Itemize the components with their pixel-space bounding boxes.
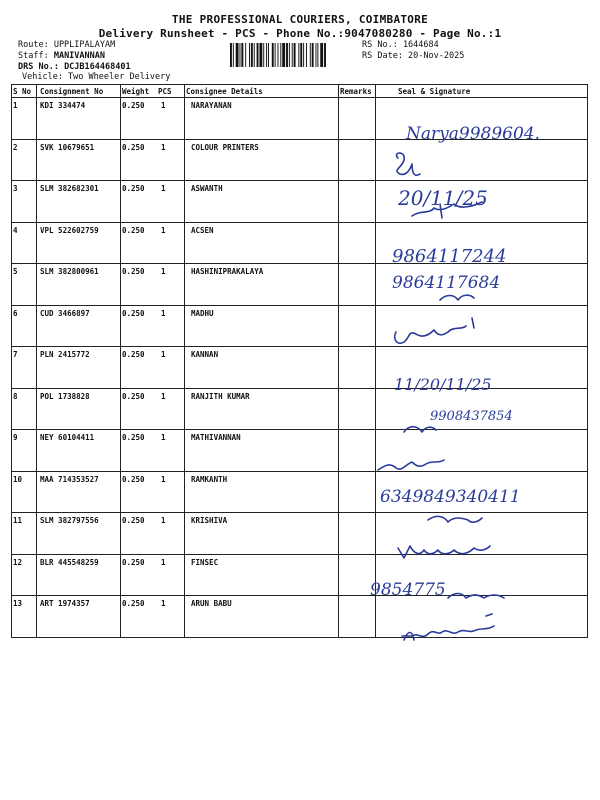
cell-weight: 0.250 xyxy=(122,516,145,525)
cell-pcs: 1 xyxy=(161,557,166,567)
cell-pcs: 1 xyxy=(161,225,166,235)
signature-text: 9864117684 xyxy=(392,273,501,293)
cell-weight: 0.250 xyxy=(122,225,145,235)
cell-sno: 12 xyxy=(13,557,23,567)
cell-consignee: HASHINIPRAKALAYA xyxy=(191,267,264,276)
cell-consignee: MADHU xyxy=(191,308,214,318)
signature-text: 9854775 xyxy=(370,580,446,600)
signature-text: 20/11/25 xyxy=(398,186,488,210)
cell-sno: 1 xyxy=(13,101,18,110)
cell-sno: 10 xyxy=(13,474,23,484)
cell-consignment: VPL 522602759 xyxy=(40,225,99,235)
company-title: THE PROFESSIONAL COURIERS, COIMBATORE xyxy=(171,13,429,26)
drs-label-text: DRS No.: xyxy=(18,62,65,72)
cell-pcs: 1 xyxy=(161,516,166,525)
cell-consignment: NEY 60104411 xyxy=(40,433,95,442)
rs-date: RS Date: 20-Nov-2025 xyxy=(362,51,465,61)
runsheet-subtitle: Delivery Runsheet - PCS - Phone No.:9047080280 - Page No.:1 xyxy=(98,27,502,40)
cell-sno: 7 xyxy=(13,350,18,359)
cell-consignee: MATHIVANNAN xyxy=(191,433,241,442)
cell-sno: 8 xyxy=(13,391,18,401)
signature-mark xyxy=(402,614,494,640)
signature-mark xyxy=(428,516,482,522)
col-header-weight: Weight xyxy=(122,87,150,96)
signature-mark xyxy=(440,295,474,300)
cell-sno: 3 xyxy=(13,184,18,193)
signature-mark xyxy=(378,460,444,470)
signature-text: 6349849340411 xyxy=(380,487,521,507)
signature-mark xyxy=(404,427,436,432)
cell-consignee: RANJITH KUMAR xyxy=(191,391,250,401)
cell-sno: 9 xyxy=(13,433,18,442)
cell-consignee: COLOUR PRINTERS xyxy=(191,142,259,152)
cell-pcs: 1 xyxy=(161,391,166,401)
cell-pcs: 1 xyxy=(161,308,166,318)
cell-weight: 0.250 xyxy=(122,391,145,401)
col-header-consignment: Consignment No xyxy=(40,87,104,96)
signature-mark xyxy=(448,594,504,599)
cell-consignment: SVK 10679651 xyxy=(40,142,95,152)
cell-consignee: ARUN BABU xyxy=(191,599,232,608)
col-header-sno: S No xyxy=(13,87,32,96)
cell-weight: 0.250 xyxy=(122,184,145,193)
cell-weight: 0.250 xyxy=(122,267,145,276)
signature-text: 11/20/11/25 xyxy=(394,375,492,394)
cell-weight: 0.250 xyxy=(122,599,145,608)
cell-weight: 0.250 xyxy=(122,350,145,359)
cell-consignment: SLM 382797556 xyxy=(40,516,99,525)
cell-pcs: 1 xyxy=(161,433,166,442)
cell-consignee: ASWANTH xyxy=(191,184,223,193)
cell-consignment: PLN 2415772 xyxy=(40,350,90,359)
signature-mark xyxy=(398,546,490,558)
cell-consignment: SLM 382682301 xyxy=(40,184,99,193)
signature-text: 9908437854 xyxy=(430,409,513,424)
cell-consignment: ART 1974357 xyxy=(40,599,90,608)
cell-weight: 0.250 xyxy=(122,474,145,484)
cell-consignment: SLM 382800961 xyxy=(40,267,99,276)
cell-sno: 13 xyxy=(13,599,23,608)
cell-consignment: BLR 445548259 xyxy=(40,557,99,567)
cell-sno: 4 xyxy=(13,225,18,235)
cell-sno: 11 xyxy=(13,516,23,525)
vehicle-label: Vehicle: Two Wheeler Delivery xyxy=(22,72,171,82)
cell-pcs: 1 xyxy=(161,101,166,110)
col-header-seal: Seal & Signature xyxy=(398,87,471,96)
cell-sno: 6 xyxy=(13,308,18,318)
staff-label-text: Staff: xyxy=(18,51,54,61)
drs-number: DCJB164468401 xyxy=(64,62,131,72)
staff-name: MANIVANNAN xyxy=(53,51,106,61)
col-header-consignee: Consignee Details xyxy=(186,87,263,96)
cell-consignment: CUD 3466897 xyxy=(40,308,90,318)
signature-text: Narya9989604. xyxy=(406,124,540,144)
cell-sno: 5 xyxy=(13,267,18,276)
cell-pcs: 1 xyxy=(161,267,166,276)
cell-consignment: KDI 334474 xyxy=(40,101,86,110)
cell-consignee: KANNAN xyxy=(191,350,219,359)
route-label: Route: UPPLIPALAYAM xyxy=(18,40,116,50)
signature-text: 9864117244 xyxy=(392,246,507,267)
cell-pcs: 1 xyxy=(161,350,166,359)
cell-consignee: RAMKANTH xyxy=(191,474,228,484)
cell-weight: 0.250 xyxy=(122,308,145,318)
cell-weight: 0.250 xyxy=(122,142,145,152)
cell-pcs: 1 xyxy=(161,184,166,193)
cell-consignment: POL 1738828 xyxy=(40,391,90,401)
cell-consignee: ACSEN xyxy=(191,225,214,235)
cell-weight: 0.250 xyxy=(122,557,145,567)
cell-pcs: 1 xyxy=(161,599,166,608)
cell-weight: 0.250 xyxy=(122,433,145,442)
col-header-pcs: PCS xyxy=(158,87,172,96)
cell-consignment: MAA 714353527 xyxy=(40,474,99,484)
signature-mark xyxy=(396,153,420,175)
col-header-remarks: Remarks xyxy=(340,87,372,96)
cell-sno: 2 xyxy=(13,142,18,152)
cell-consignee: KRISHIVA xyxy=(191,516,228,525)
cell-weight: 0.250 xyxy=(122,101,145,110)
cell-consignee: NARAYANAN xyxy=(191,101,232,110)
rs-number: RS No.: 1644684 xyxy=(362,40,439,50)
cell-consignee: FINSEC xyxy=(191,557,219,567)
signature-mark xyxy=(395,318,474,343)
cell-pcs: 1 xyxy=(161,142,166,152)
cell-pcs: 1 xyxy=(161,474,166,484)
